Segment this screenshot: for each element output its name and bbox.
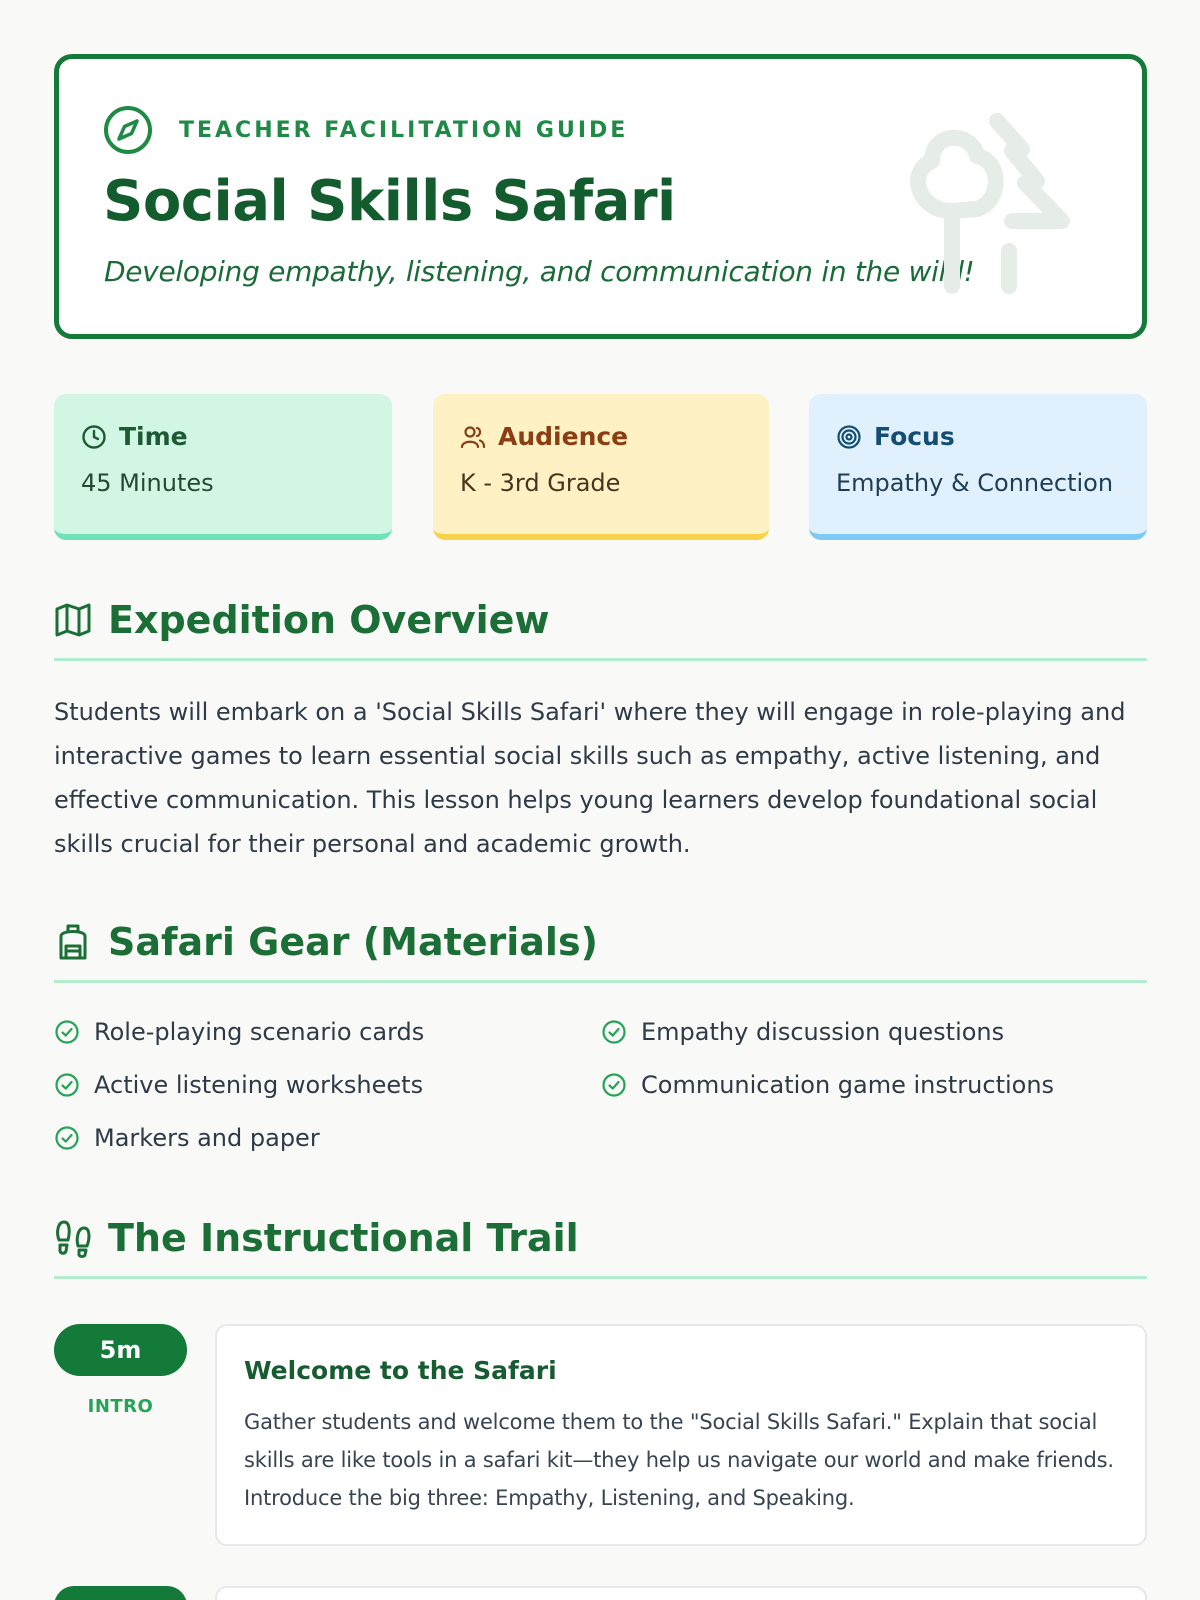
check-circle-icon [601, 1019, 627, 1045]
target-icon [836, 424, 862, 450]
info-card-audience [433, 394, 769, 540]
users-icon [460, 424, 486, 450]
step-title: Welcome to the Safari [244, 1356, 557, 1385]
material-text: Role-playing scenario cards [94, 1018, 425, 1046]
list-item [54, 1071, 423, 1099]
map-icon [54, 601, 92, 639]
material-text: Active listening worksheets [94, 1071, 424, 1099]
info-card-time [54, 394, 392, 540]
overview-text: Students will embark on a 'Social Skills Safari' where they will engage in role-playing and interactive games to learn essential social skills such as empathy, active listening, and effective communication. This lesson helps young learners develop foundational social skills crucial for their personal and academic growth. [54, 698, 1126, 858]
info-card-value: Empathy & Connection [836, 469, 1114, 497]
info-card-value: 45 Minutes [81, 469, 214, 497]
step-time-badge: 5m [54, 1324, 187, 1376]
info-card-label: Focus [874, 422, 955, 451]
section-title: The Instructional Trail [108, 1216, 579, 1260]
clock-icon [81, 424, 107, 450]
compass-icon [102, 104, 154, 156]
material-text: Markers and paper [94, 1124, 320, 1152]
list-item [54, 1018, 424, 1046]
step-time-badge-partial [54, 1586, 187, 1600]
info-card-focus [809, 394, 1147, 540]
list-item [54, 1124, 320, 1152]
list-item [601, 1071, 1054, 1099]
section-title: Expedition Overview [108, 598, 550, 642]
info-card-label: Time [119, 422, 188, 451]
check-circle-icon [54, 1125, 80, 1151]
page-subtitle: Developing empathy, listening, and communication in the wild! [104, 255, 975, 288]
page-title: Social Skills Safari [103, 169, 676, 234]
info-card-label-row [460, 422, 742, 451]
footprints-icon [54, 1218, 92, 1258]
list-item [601, 1018, 1004, 1046]
trail-heading [54, 1216, 1147, 1279]
check-circle-icon [54, 1019, 80, 1045]
material-text: Communication game instructions [641, 1071, 1055, 1099]
header-kicker-row [102, 104, 628, 156]
info-card-label: Audience [498, 422, 629, 451]
info-card-label-row [81, 422, 365, 451]
guide-kicker: TEACHER FACILITATION GUIDE [179, 117, 629, 143]
step-phase-label: INTRO [87, 1396, 154, 1417]
info-card-value: K - 3rd Grade [460, 469, 621, 497]
materials-heading [54, 920, 1147, 983]
backpack-icon [54, 922, 92, 962]
step-card-partial [215, 1586, 1147, 1600]
check-circle-icon [54, 1072, 80, 1098]
check-circle-icon [601, 1072, 627, 1098]
overview-heading [54, 598, 1147, 661]
material-text: Empathy discussion questions [641, 1018, 1005, 1046]
trees-icon [897, 101, 1097, 301]
header-card [54, 54, 1147, 339]
section-title: Safari Gear (Materials) [108, 920, 598, 964]
step-description: Gather students and welcome them to the "Social Skills Safari." Explain that social skills are like tools in a safari kit—they help us navigate our world and make friends. Introduce the big three: Empathy, Listening, and Speaking. [244, 1410, 1114, 1510]
step-card [215, 1324, 1147, 1546]
info-card-label-row [836, 422, 1120, 451]
